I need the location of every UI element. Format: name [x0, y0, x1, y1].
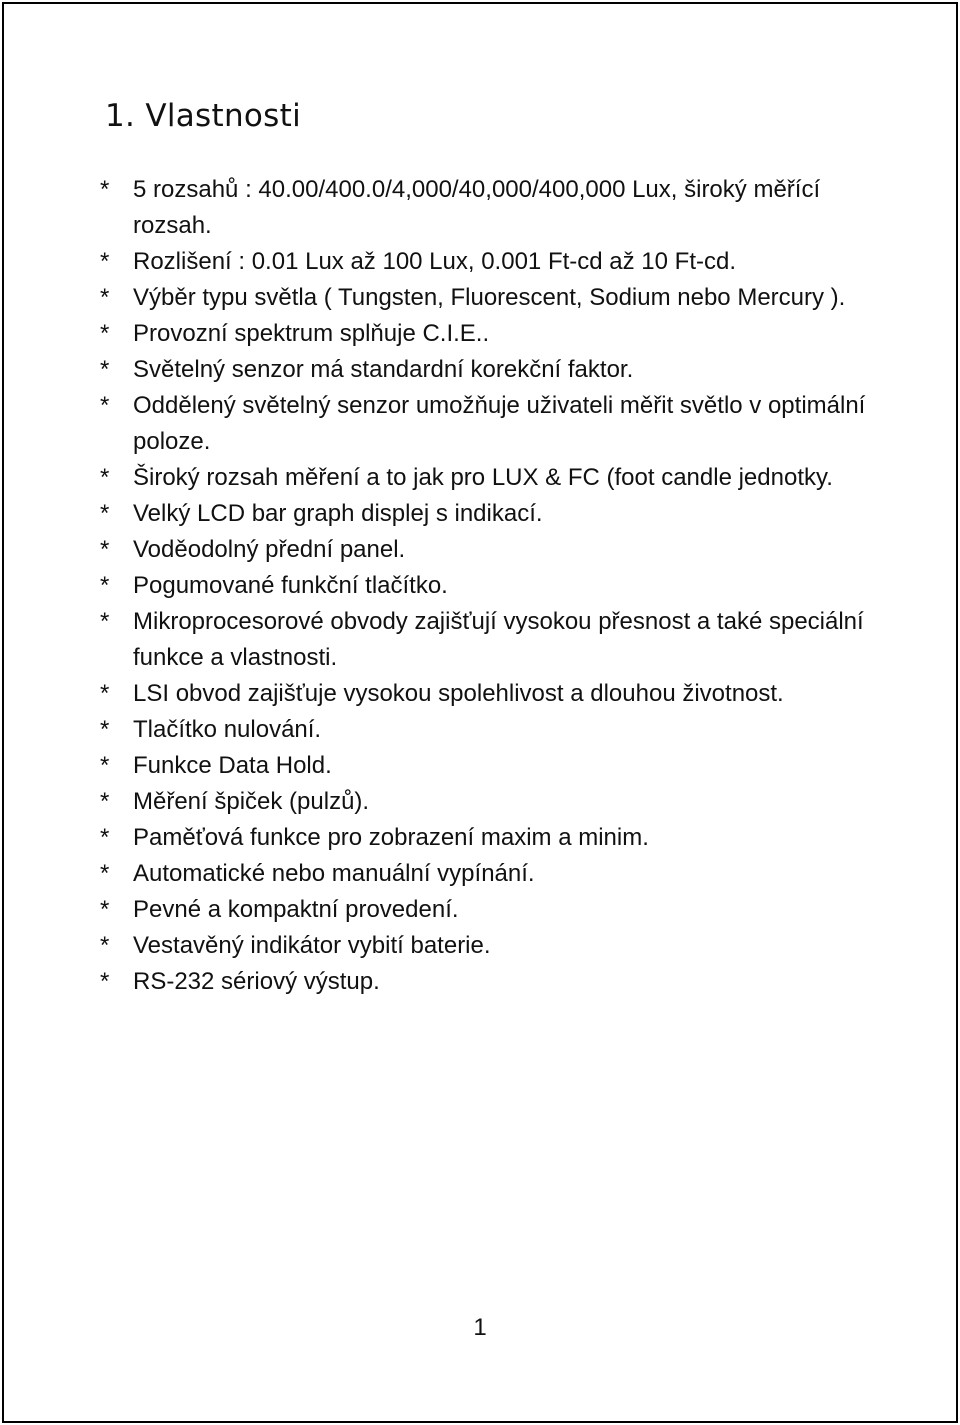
feature-item [100, 496, 900, 532]
feature-text: Světelný senzor má standardní korekční faktor. [133, 356, 634, 383]
bullet: * [100, 824, 110, 851]
bullet: * [100, 248, 110, 275]
bullet: * [100, 176, 110, 203]
feature-item [100, 856, 900, 892]
feature-item [100, 748, 900, 784]
bullet: * [100, 320, 110, 347]
bullet: * [100, 932, 110, 959]
bullet: * [100, 860, 110, 887]
feature-text: Široký rozsah měření a to jak pro LUX & FC (foot candle jednotky. [133, 464, 833, 491]
feature-item [100, 892, 900, 928]
bullet: * [100, 392, 110, 419]
feature-text: Pogumované funkční tlačítko. [133, 572, 448, 599]
bullet: * [100, 464, 110, 491]
bullet: * [100, 788, 110, 815]
feature-text: Mikroprocesorové obvody zajišťují vysokou přesnost a také speciální funkce a vlastnosti. [133, 608, 864, 671]
feature-text: Paměťová funkce pro zobrazení maxim a minim. [133, 824, 649, 851]
feature-item [100, 676, 900, 712]
feature-text: RS-232 sériový výstup. [133, 968, 380, 995]
feature-text: Rozlišení : 0.01 Lux až 100 Lux, 0.001 Ft-cd až 10 Ft-cd. [133, 248, 736, 275]
feature-item [100, 460, 900, 496]
bullet: * [100, 536, 110, 563]
page-number: 1 [473, 1314, 487, 1341]
feature-item [100, 928, 900, 964]
bullet: * [100, 572, 110, 599]
bullet: * [100, 284, 110, 311]
feature-item [100, 172, 900, 244]
feature-text: 5 rozsahů : 40.00/400.0/4,000/40,000/400,000 Lux, široký měřící rozsah. [133, 176, 821, 239]
feature-text: Měření špiček (pulzů). [133, 788, 370, 815]
feature-item [100, 964, 900, 1000]
features-list [100, 172, 900, 1000]
feature-item [100, 316, 900, 352]
feature-item [100, 388, 900, 460]
feature-text: Oddělený světelný senzor umožňuje uživateli měřit světlo v optimální poloze. [133, 392, 866, 455]
feature-text: Automatické nebo manuální vypínání. [133, 860, 535, 887]
feature-item [100, 568, 900, 604]
feature-item [100, 280, 900, 316]
feature-item [100, 604, 900, 676]
feature-text: Pevné a kompaktní provedení. [133, 896, 459, 923]
feature-text: Výběr typu světla ( Tungsten, Fluorescent, Sodium nebo Mercury ). [133, 284, 846, 311]
bullet: * [100, 716, 110, 743]
bullet: * [100, 896, 110, 923]
feature-item [100, 712, 900, 748]
feature-item [100, 820, 900, 856]
bullet: * [100, 500, 110, 527]
feature-item [100, 244, 900, 280]
feature-text: Funkce Data Hold. [133, 752, 332, 779]
bullet: * [100, 752, 110, 779]
feature-text: Tlačítko nulování. [133, 716, 322, 743]
feature-text: LSI obvod zajišťuje vysokou spolehlivost a dlouhou životnost. [133, 680, 784, 707]
bullet: * [100, 356, 110, 383]
bullet: * [100, 680, 110, 707]
feature-item [100, 532, 900, 568]
feature-text: Velký LCD bar graph displej s indikací. [133, 500, 543, 527]
feature-text: Vestavěný indikátor vybití baterie. [133, 932, 491, 959]
section-heading: 1. Vlastnosti [105, 98, 301, 134]
feature-item [100, 352, 900, 388]
bullet: * [100, 608, 110, 635]
feature-text: Provozní spektrum splňuje C.I.E.. [133, 320, 490, 347]
feature-item [100, 784, 900, 820]
feature-text: Voděodolný přední panel. [133, 536, 406, 563]
bullet: * [100, 968, 110, 995]
